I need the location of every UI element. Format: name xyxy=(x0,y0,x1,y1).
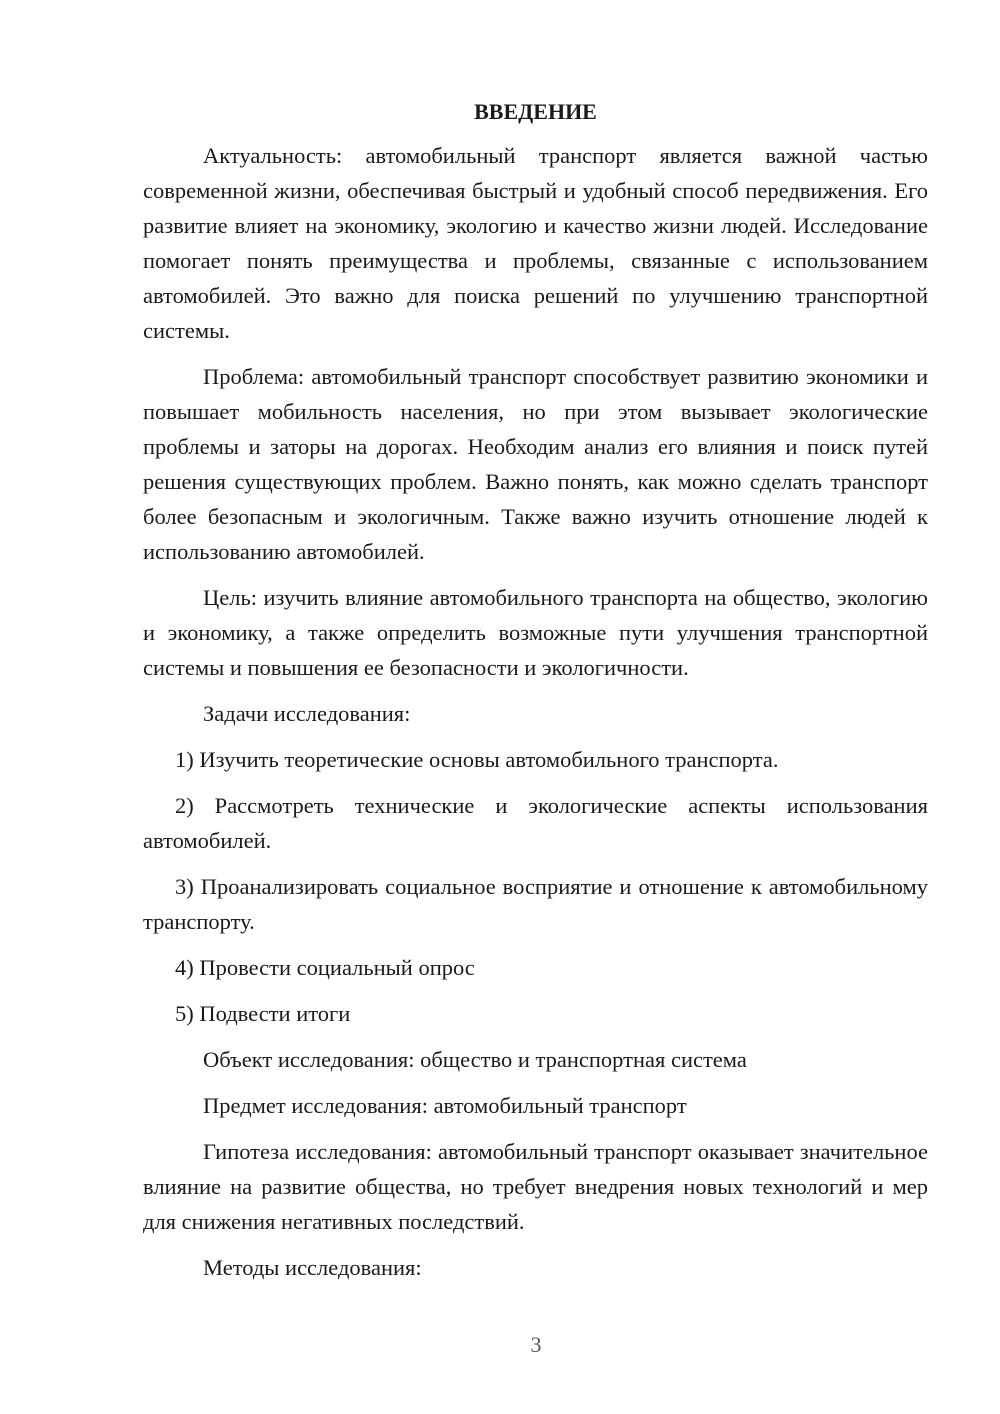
paragraph-tasks-heading: Задачи исследования: xyxy=(203,701,411,726)
list-item: 5) Подвести итоги xyxy=(175,1001,351,1026)
paragraph-goal: Цель: изучить влияние автомобильного транспорта на общество, экологию и экономику, а также определить возможные пути улучшения транспортной системы и повышения ее безопасности и экологичности. xyxy=(143,585,928,680)
paragraph-problem: Проблема: автомобильный транспорт способствует развитию экономики и повышает мобильность населения, но при этом вызывает экологические проблемы и заторы на дорогах. Необходим анализ его влияния и поиск путей решения существующих проблем. Важно понять, как можно сделать транспорт более безопасным и экологичным. Также важно изучить отношение людей к использованию автомобилей. xyxy=(143,364,928,564)
paragraph-subject: Предмет исследования: автомобильный транспорт xyxy=(203,1093,687,1118)
page-content xyxy=(143,94,928,1296)
list-item: 4) Провести социальный опрос xyxy=(175,955,475,980)
paragraph-object: Объект исследования: общество и транспортная система xyxy=(203,1047,747,1072)
list-item: 2) Рассмотреть технические и экологические аспекты использования автомобилей. xyxy=(143,793,928,853)
list-item: 3) Проанализировать социальное восприятие и отношение к автомобильному транспорту. xyxy=(143,874,928,934)
paragraph-methods: Методы исследования: xyxy=(203,1255,422,1280)
paragraph-hypothesis: Гипотеза исследования: автомобильный транспорт оказывает значительное влияние на развитие общества, но требует внедрения новых технологий и мер для снижения негативных последствий. xyxy=(143,1139,928,1234)
section-title: ВВЕДЕНИЕ xyxy=(474,99,597,124)
list-item: 1) Изучить теоретические основы автомобильного транспорта. xyxy=(175,747,779,772)
page-number: 3 xyxy=(530,1332,542,1357)
paragraph-relevance: Актуальность: автомобильный транспорт является важной частью современной жизни, обеспечивая быстрый и удобный способ передвижения. Его развитие влияет на экономику, экологию и качество жизни людей. Исследование помогает понять преимущества и проблемы, связанные с использованием автомобилей. Это важно для поиска решений по улучшению транспортной системы. xyxy=(143,143,928,343)
